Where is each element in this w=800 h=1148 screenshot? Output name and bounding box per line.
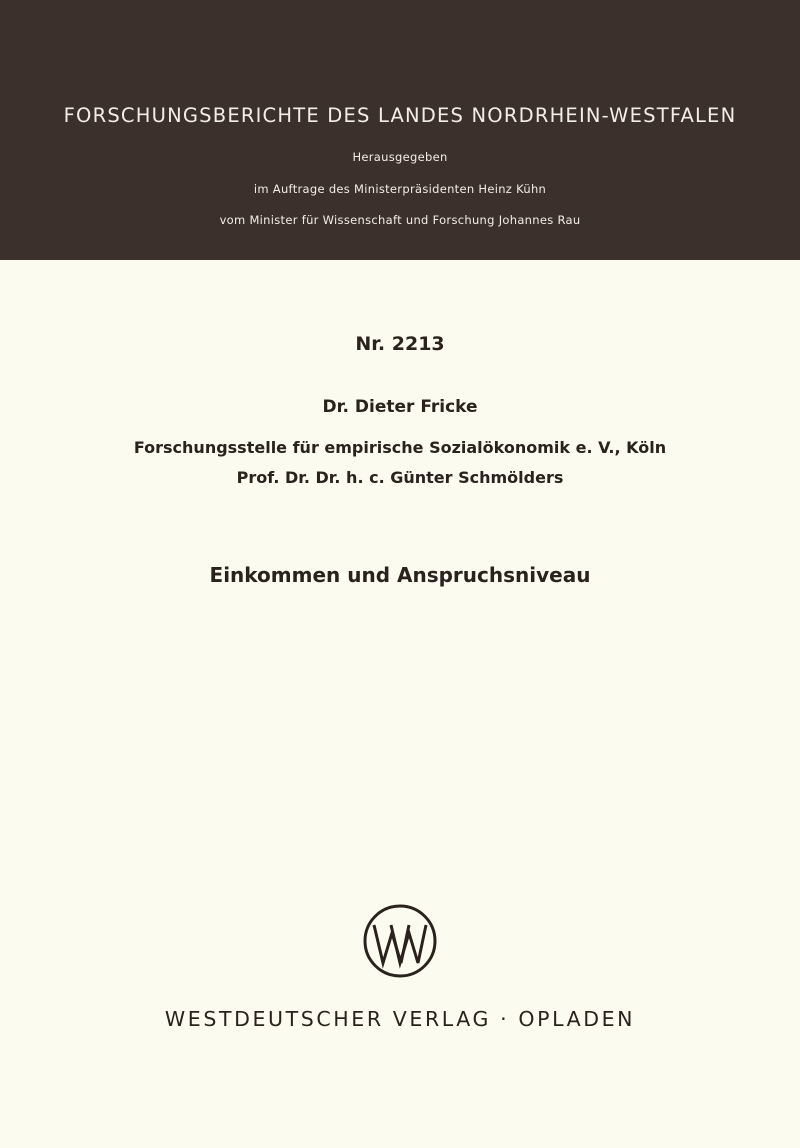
edited-by-line: Herausgegeben [352,150,448,164]
author-name: Dr. Dieter Fricke [322,397,478,417]
ww-monogram-icon [362,903,438,979]
book-title: Einkommen und Anspruchsniveau [209,563,591,587]
publisher-name: WESTDEUTSCHER VERLAG · OPLADEN [164,1007,636,1031]
minister-line: vom Minister für Wissenschaft und Forschung Johannes Rau [219,213,581,227]
institute-director: Prof. Dr. Dr. h. c. Günter Schmölders [236,468,564,487]
institution: Forschungsstelle für empirische Sozialökonomik e. V., Köln [133,438,667,457]
report-number: Nr. 2213 [355,333,445,355]
header-band [0,0,800,260]
series-title: FORSCHUNGSBERICHTE DES LANDES NORDRHEIN-WESTFALEN [63,104,737,127]
commissioned-by-line: im Auftrage des Ministerpräsidenten Heinz Kühn [253,182,547,196]
